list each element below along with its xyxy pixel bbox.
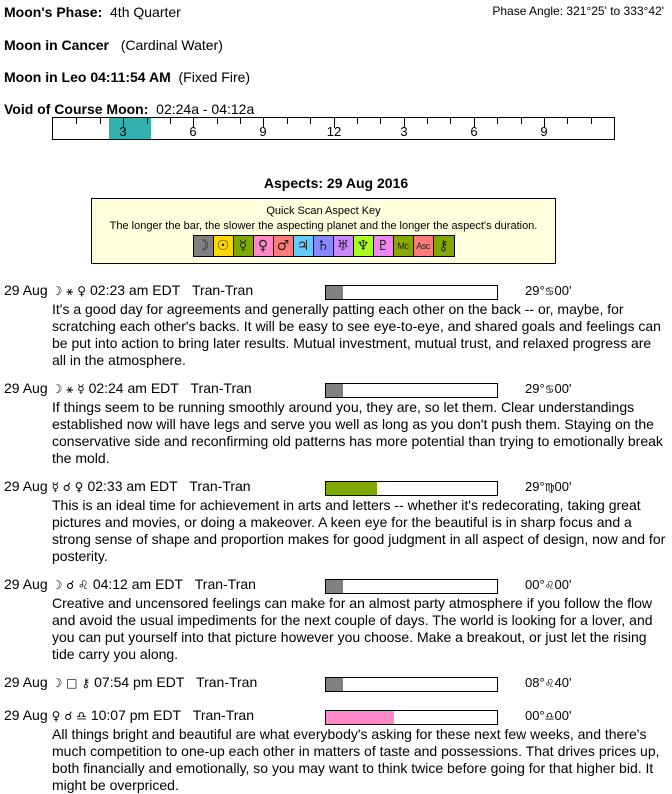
aspect-description: If things seem to be running smoothly around you, they are, so let them. Clear understandings established now will have legs and serve you well as long as you don't push them. Staying on the conservative side and reconfirming old patterns has more potential than trying to emotionally break the mold. [52,399,663,466]
aspect-header [4,707,254,723]
aspect-degree: 08° [525,675,545,690]
timeline-tick [567,118,568,124]
aspect-header [4,674,257,690]
timeline-tick [591,118,592,124]
aspect-type: Tran-Tran [196,674,258,690]
aspect-glyphs-icon: ☽ ⚹ ☿ [51,382,85,396]
aspect-minutes: 00' [554,479,572,494]
moon-sign-leo [4,69,250,85]
aspect-key-title: Quick Scan Aspect Key [266,205,381,217]
aspect-minutes: 00' [554,283,572,298]
aspect-date: 29 Aug [4,576,48,592]
aspect-duration-bar [325,677,498,692]
timeline-tick [217,118,218,124]
aspect-glyphs-icon: ♀ ☌ ♎ [51,709,87,723]
aspect-minutes: 00' [554,577,572,592]
aspect-date: 29 Aug [4,478,48,494]
zodiac-sign-icon: ♌ [544,579,555,592]
aspect-position [525,577,572,592]
aspect-header [4,282,253,299]
neptune-icon: ♆ [354,236,374,256]
aspect-minutes: 00' [554,381,572,396]
timeline-tick [287,118,288,124]
aspect-time: 02:33 am EDT [87,478,178,494]
moon-sign-2-value: (Fixed Fire) [178,69,251,85]
moon-icon: ☽ [194,236,214,256]
aspect-duration-fill [326,678,343,691]
zodiac-sign-icon: ♌ [544,677,555,690]
timeline-hour-label: 3 [400,124,408,139]
moon-phase-value: 4th Quarter [110,4,181,20]
aspect-key [91,198,556,264]
zodiac-sign-icon: ♋ [544,285,555,298]
aspect-degree: 29° [525,479,545,494]
ascendant-icon: Asc [414,236,434,256]
aspect-degree: 00° [525,708,545,723]
aspect-glyphs-icon: ☽ □ ⚷ [51,676,91,690]
mars-icon: ♂ [274,236,294,256]
voc-value: 02:24a - 04:12a [156,101,255,117]
aspect-key-cells [193,235,455,257]
aspect-key-description: The longer the bar, the slower the aspecting planet and the longer the aspect's duration. [109,220,538,232]
aspect-duration-bar [325,383,498,398]
zodiac-sign-icon: ♋ [544,383,555,396]
aspect-duration-bar [325,579,498,594]
aspect-time: 02:23 am EDT [90,282,181,298]
midheaven-icon: Mc [394,236,414,256]
phase-angle: Phase Angle: 321°25' to 333°42' [492,4,664,18]
moon-sign-cancer [4,37,223,53]
aspect-date: 29 Aug [4,674,48,690]
aspect-minutes: 40' [554,675,572,690]
voc-timeline [52,117,615,140]
aspect-time: 07:54 pm EDT [94,674,185,690]
aspect-header [4,380,252,397]
aspect-duration-fill [326,286,343,299]
timeline-tick [170,118,171,124]
timeline-tick [76,118,77,124]
timeline-tick [310,118,311,124]
timeline-tick [240,118,241,124]
aspect-description: All things bright and beautiful are what everybody's asking for these next few weeks, and there's much competition to one-up each other in matters of taste and possessions. That drives prices up, both financially and emotionally, so you may want to think twice before going for that higher bid. It might be overpriced. [52,726,660,793]
timeline-hour-label: 12 [326,124,342,139]
moon-sign-1-label: Moon in Cancer [4,37,110,53]
aspect-time: 10:07 pm EDT [90,707,182,723]
aspect-duration-fill [326,384,343,397]
timeline-tick [380,118,381,124]
void-of-course [4,101,254,117]
aspect-duration-fill [326,711,394,724]
aspect-date: 29 Aug [4,707,48,723]
aspect-position [525,708,572,723]
timeline-hour-label: 6 [189,124,197,139]
moon-sign-2-label: Moon in Leo 04:11:54 AM [4,69,171,85]
pluto-icon: ♇ [374,236,394,256]
aspect-duration-bar [325,481,498,496]
aspect-date: 29 Aug [4,380,48,396]
aspect-degree: 29° [525,381,545,396]
aspect-glyphs-icon: ☿ ☌ ♀ [51,480,84,494]
aspect-duration-bar [325,710,498,725]
aspect-header [4,478,251,494]
moon-phase [4,4,181,20]
zodiac-sign-icon: ♍ [544,481,555,494]
timeline-tick [147,118,148,124]
aspect-duration-fill [326,580,343,593]
timeline-tick [427,118,428,124]
aspect-position [525,381,572,396]
aspect-type: Tran-Tran [190,380,252,396]
aspect-date: 29 Aug [4,282,48,298]
venus-icon: ♀ [254,236,274,256]
uranus-icon: ♅ [334,236,354,256]
timeline-hour-label: 9 [259,124,267,139]
timeline-hour-label: 3 [119,124,127,139]
sun-icon: ☉ [214,236,234,256]
jupiter-icon: ♃ [294,236,314,256]
aspects-title: Aspects: 29 Aug 2016 [263,175,409,191]
voc-highlight [109,118,151,139]
aspect-type: Tran-Tran [194,576,256,592]
aspect-degree: 29° [525,283,545,298]
saturn-icon: ♄ [314,236,334,256]
moon-sign-1-value: (Cardinal Water) [120,37,223,53]
moon-phase-label: Moon's Phase: [4,4,103,20]
timeline-hour-label: 6 [470,124,478,139]
aspect-position [525,283,572,298]
aspect-minutes: 00' [554,708,572,723]
aspect-duration-fill [326,482,377,495]
aspect-position [525,479,572,494]
aspect-time: 02:24 am EDT [88,380,179,396]
mercury-icon: ☿ [234,236,254,256]
aspect-position [525,675,572,690]
aspect-time: 04:12 am EDT [92,576,184,592]
timeline-hour-label: 9 [540,124,548,139]
aspect-type: Tran-Tran [191,282,254,298]
timeline-tick [100,118,101,124]
aspect-duration-bar [325,285,498,300]
aspect-glyphs-icon: ☽ ⚹ ♀ [51,284,86,298]
aspect-description: Creative and uncensored feelings can make for an almost party atmosphere if you follow the flow and avoid the usual impediments for the next couple of days. The world is looking for a lover, and you can put yourself into that picture however you choose. Make a breakout, or just let the rising tide carry you along. [52,595,653,662]
aspect-header [4,576,256,592]
aspect-type: Tran-Tran [189,478,251,494]
aspect-type: Tran-Tran [192,707,254,723]
timeline-tick [450,118,451,124]
zodiac-sign-icon: ♎ [544,710,555,723]
aspect-degree: 00° [525,577,545,592]
voc-label: Void of Course Moon: [4,101,149,117]
timeline-tick [497,118,498,124]
chiron-icon: ⚷ [434,236,454,256]
aspect-glyphs-icon: ☽ ☌ ♌ [51,578,89,592]
timeline-tick [521,118,522,124]
aspect-description: This is an ideal time for achievement in arts and letters -- whether it's redecorating, taking great pictures and movies, or doing a makeover. A keen eye for the beautiful is in sharp focus and a strong sense of shape and proportion makes for good judgment in all aspect of design, now and for posterity. [52,497,666,564]
aspect-description: It's a good day for agreements and generally patting each other on the back -- or, maybe, for scratching each other's backs. It will be easy to see eye-to-eye, and shared goals and feelings can be put into action to bring later results. Mutual investment, mutual trust, and relaxed progress are all in the atmosphere. [52,301,661,368]
timeline-tick [357,118,358,124]
